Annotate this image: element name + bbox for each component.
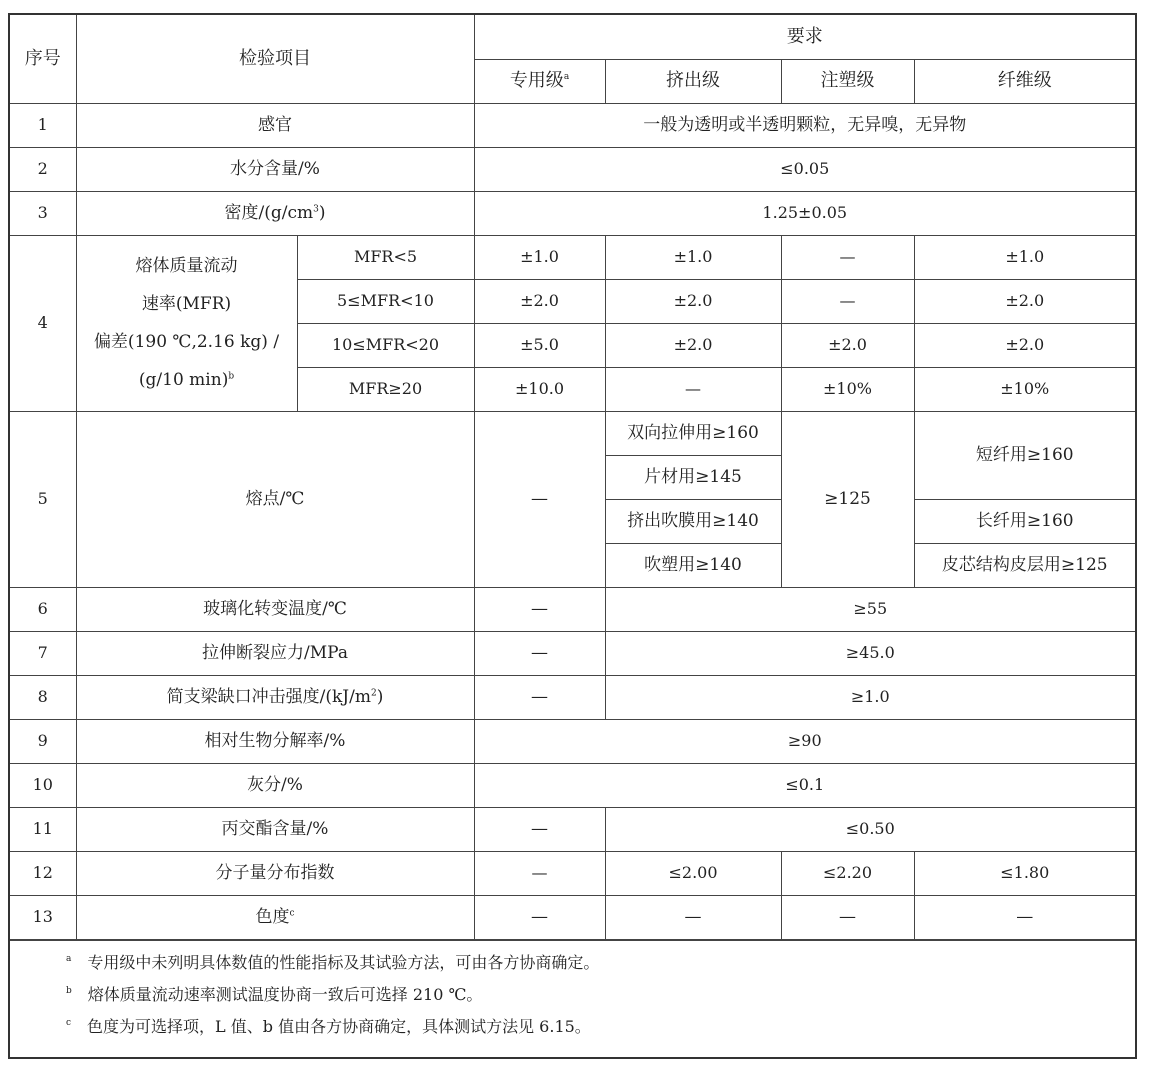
cell-extrusion: ±1.0	[605, 235, 781, 279]
row-value: 一般为透明或半透明颗粒，无异嗅，无异物	[474, 103, 1135, 147]
row-item-name: 灰分/%	[76, 763, 474, 807]
cell-injection: —	[781, 279, 914, 323]
cell-fiber: —	[914, 895, 1135, 939]
header-item: 检验项目	[76, 15, 474, 103]
row-number: 6	[10, 587, 76, 631]
header-grade-special: 专用级$^a$	[474, 59, 605, 103]
row-value: ≥45.0	[605, 631, 1135, 675]
header-grade-injection: 注塑级	[781, 59, 914, 103]
row-value: ≥55	[605, 587, 1135, 631]
table-row	[10, 675, 1135, 719]
row-number: 8	[10, 675, 76, 719]
row-item-name: 丙交酯含量/%	[76, 807, 474, 851]
row-number: 1	[10, 103, 76, 147]
header-seq: 序号	[10, 15, 76, 103]
cell-fiber: 短纤用≥160	[914, 411, 1135, 499]
cell-injection: ±10%	[781, 367, 914, 411]
cell-injection: ±2.0	[781, 323, 914, 367]
cell-fiber: 皮芯结构皮层用≥125	[914, 543, 1135, 587]
mfr-condition: 5≤MFR<10	[297, 279, 474, 323]
table-row	[10, 191, 1135, 235]
footnote-a: $^a$ 专用级中未列明具体数值的性能指标及其试验方法，可由各方协商确定。	[66, 952, 600, 972]
cell-fiber: ±2.0	[914, 323, 1135, 367]
row-item-name: 密度$/(g/cm^3)$	[76, 191, 474, 235]
row-number: 2	[10, 147, 76, 191]
cell-extrusion: ±2.0	[605, 279, 781, 323]
header-requirements: 要求	[474, 15, 1135, 59]
row-value: ≤0.05	[474, 147, 1135, 191]
row-item-name: 感官	[76, 103, 474, 147]
cell-extrusion: ±2.0	[605, 323, 781, 367]
cell-fiber: ±10%	[914, 367, 1135, 411]
row-number: 4	[10, 235, 76, 411]
cell-injection: —	[781, 235, 914, 279]
table-row	[10, 807, 1135, 851]
table-row	[10, 895, 1135, 939]
row-item-name: 相对生物分解率/%	[76, 719, 474, 763]
row-number: 10	[10, 763, 76, 807]
row-item-name: 水分含量/%	[76, 147, 474, 191]
cell-special: —	[474, 851, 605, 895]
cell-special: —	[474, 895, 605, 939]
mfr-condition: MFR<5	[297, 235, 474, 279]
table-row	[10, 411, 1135, 455]
table-row	[10, 103, 1135, 147]
cell-injection: —	[781, 895, 914, 939]
mfr-item-name: 熔体质量流动 速率(MFR) 偏差(190 ℃,2.16 kg) / (g/10 min)$^b$	[76, 235, 297, 411]
header-grade-extrusion: 挤出级	[605, 59, 781, 103]
row-number: 11	[10, 807, 76, 851]
footnote-b: $^b$ 熔体质量流动速率测试温度协商一致后可选择 210 ℃。	[66, 984, 483, 1004]
cell-injection: ≤2.20	[781, 851, 914, 895]
header-grade-fiber: 纤维级	[914, 59, 1135, 103]
cell-fiber: ≤1.80	[914, 851, 1135, 895]
cell-extrusion: —	[605, 895, 781, 939]
footnote-c: $^c$ 色度为可选择项，L 值、b 值由各方协商确定，具体测试方法见 6.15。	[66, 1016, 591, 1036]
row-value: ≥90	[474, 719, 1135, 763]
cell-special: ±2.0	[474, 279, 605, 323]
row-value: ≤0.50	[605, 807, 1135, 851]
cell-fiber: ±2.0	[914, 279, 1135, 323]
table-row	[10, 719, 1135, 763]
row-number: 12	[10, 851, 76, 895]
row-number: 3	[10, 191, 76, 235]
row-item-name: 拉伸断裂应力/MPa	[76, 631, 474, 675]
table-row	[10, 587, 1135, 631]
cell-special: ±1.0	[474, 235, 605, 279]
cell-fiber: ±1.0	[914, 235, 1135, 279]
cell-extrusion: 吹塑用≥140	[605, 543, 781, 587]
row-item-name: 分子量分布指数	[76, 851, 474, 895]
row-number: 7	[10, 631, 76, 675]
cell-extrusion: ≤2.00	[605, 851, 781, 895]
row-item-name: 色度$^c$	[76, 895, 474, 939]
table-row	[10, 763, 1135, 807]
table-footnotes	[10, 940, 1135, 1049]
row-value: ≥1.0	[605, 675, 1135, 719]
row-number: 13	[10, 895, 76, 939]
requirements-table	[10, 15, 1135, 940]
standard-table-document	[8, 13, 1137, 1059]
table-row	[10, 235, 1135, 279]
row-value: ≤0.1	[474, 763, 1135, 807]
cell-special: —	[474, 587, 605, 631]
row-number: 9	[10, 719, 76, 763]
cell-extrusion: 双向拉伸用≥160	[605, 411, 781, 455]
cell-special: —	[474, 675, 605, 719]
cell-special: —	[474, 807, 605, 851]
cell-fiber: 长纤用≥160	[914, 499, 1135, 543]
cell-special: —	[474, 411, 605, 587]
mfr-condition: 10≤MFR<20	[297, 323, 474, 367]
cell-extrusion: 片材用≥145	[605, 455, 781, 499]
row-item-name: 简支梁缺口冲击强度$/(kJ/m^2)$	[76, 675, 474, 719]
table-row	[10, 631, 1135, 675]
mfr-condition: MFR≥20	[297, 367, 474, 411]
cell-extrusion: 挤出吹膜用≥140	[605, 499, 781, 543]
table-row	[10, 851, 1135, 895]
row-value: 1.25±0.05	[474, 191, 1135, 235]
header-row-1	[10, 15, 1135, 59]
row-item-name: 玻璃化转变温度/℃	[76, 587, 474, 631]
row-item-name: 熔点/℃	[76, 411, 474, 587]
cell-special: —	[474, 631, 605, 675]
cell-special: ±5.0	[474, 323, 605, 367]
cell-extrusion: —	[605, 367, 781, 411]
table-row	[10, 147, 1135, 191]
cell-injection: ≥125	[781, 411, 914, 587]
cell-special: ±10.0	[474, 367, 605, 411]
row-number: 5	[10, 411, 76, 587]
